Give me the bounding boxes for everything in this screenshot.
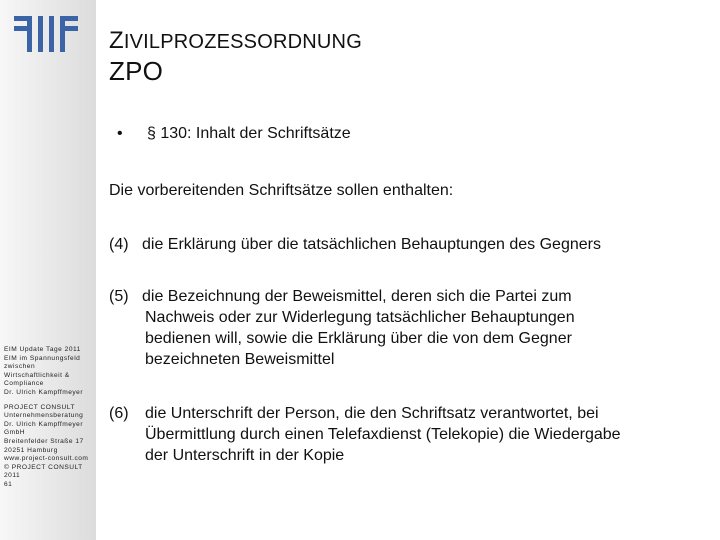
sidebar-line: Unternehmensberatung bbox=[4, 412, 84, 420]
sidebar-line: zwischen bbox=[4, 363, 36, 371]
item-line: Nachweis oder zur Widerlegung tatsächlicher Behauptungen bbox=[145, 309, 575, 326]
sidebar-line: 20251 Hamburg bbox=[4, 446, 58, 454]
list-item-6 bbox=[109, 403, 621, 466]
item-line: bedienen will, sowie die Erklärung über die von dem Gegner bbox=[145, 330, 572, 347]
bullet-heading bbox=[117, 125, 351, 143]
sidebar-line: 61 bbox=[4, 480, 13, 488]
list-item-5 bbox=[109, 286, 575, 370]
item-line: bezeichneten Beweismittel bbox=[145, 351, 335, 368]
project-consult-logo-icon bbox=[14, 16, 80, 52]
sidebar-line: www.project-consult.com bbox=[4, 455, 89, 463]
item-line: die Unterschrift der Person, die den Schriftsatz verantwortet, bei bbox=[145, 405, 599, 422]
title-line-1 bbox=[109, 26, 362, 57]
bullet-marker: • bbox=[117, 125, 123, 142]
sidebar-footer-text bbox=[4, 346, 96, 490]
title-line-1-rest: IVILPROZESSORDNUNG bbox=[123, 31, 362, 53]
sidebar-line: 2011 bbox=[4, 472, 21, 480]
sidebar-line: Dr. Ulrich Kampffmeyer bbox=[4, 420, 84, 428]
item-line: Übermittlung durch einen Telefaxdienst (Telekopie) die Wiedergabe bbox=[145, 426, 621, 443]
title-initial: Z bbox=[109, 27, 124, 54]
sidebar-line: Dr. Ulrich Kampffmeyer bbox=[4, 388, 84, 396]
item-number: (4) bbox=[109, 236, 129, 253]
intro-paragraph: Die vorbereitenden Schriftsätze sollen enthalten: bbox=[109, 182, 454, 199]
bullet-text: § 130: Inhalt der Schriftsätze bbox=[147, 125, 351, 142]
sidebar-line: EIM Update Tage 2011 bbox=[4, 346, 81, 353]
title-line-2: ZPO bbox=[109, 56, 164, 86]
sidebar-line: Breitenfelder Straße 17 bbox=[4, 437, 84, 445]
sidebar-line: Compliance bbox=[4, 380, 44, 388]
sidebar-line: © PROJECT CONSULT bbox=[4, 463, 83, 471]
sidebar-panel bbox=[0, 0, 96, 540]
item-line: die Bezeichnung der Beweismittel, deren sich die Partei zum bbox=[142, 288, 572, 305]
sidebar-line: GmbH bbox=[4, 429, 26, 437]
item-number: (5) bbox=[109, 288, 129, 305]
item-line: die Erklärung über die tatsächlichen Behauptungen des Gegners bbox=[142, 236, 601, 253]
item-number: (6) bbox=[109, 405, 129, 422]
list-item-4 bbox=[109, 234, 601, 255]
sidebar-line: EIM im Spannungsfeld bbox=[4, 354, 81, 362]
slide-title bbox=[109, 26, 362, 86]
sidebar-line: Wirtschaftlichkeit & bbox=[4, 371, 70, 379]
sidebar-line: PROJECT CONSULT bbox=[4, 403, 76, 411]
item-line: der Unterschrift in der Kopie bbox=[145, 447, 345, 464]
